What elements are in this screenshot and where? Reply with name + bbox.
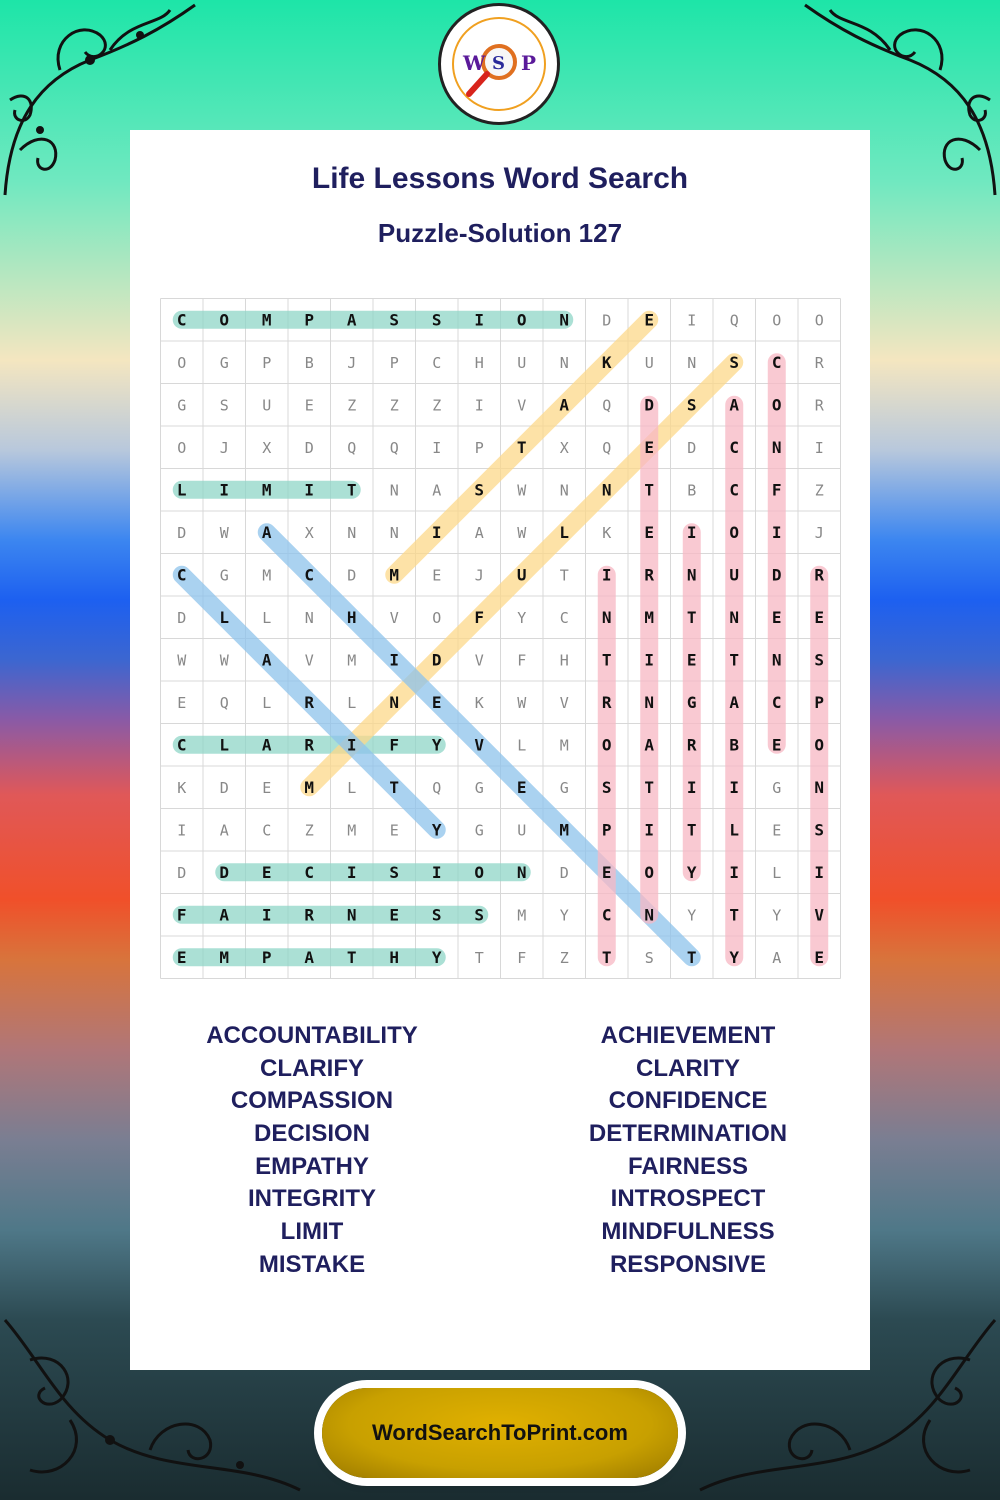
grid-letter: J (347, 353, 357, 372)
grid-letter: M (644, 607, 655, 627)
grid-letter: M (261, 480, 272, 500)
grid-letter: K (474, 693, 484, 712)
word-list-item: MISTAKE (258, 1250, 366, 1278)
grid-letter: X (559, 438, 569, 457)
grid-letter: I (686, 777, 697, 797)
grid-letter: G (686, 692, 697, 712)
word-list-left (122, 1020, 502, 1282)
grid-letter: U (644, 353, 654, 372)
grid-letter: Z (347, 396, 357, 415)
grid-letter: O (177, 438, 187, 457)
grid-letter: P (262, 353, 272, 372)
grid-letter: C (262, 821, 272, 840)
grid-letter: A (559, 395, 570, 415)
grid-letter: E (772, 821, 782, 840)
grid-letter: E (389, 821, 399, 840)
grid-letter: A (432, 481, 442, 500)
grid-letter: I (432, 438, 442, 457)
grid-letter: F (517, 651, 527, 670)
grid-letter: O (432, 608, 442, 627)
grid-letter: N (814, 777, 825, 797)
grid-letter: V (814, 905, 825, 925)
grid-letter: C (176, 310, 187, 330)
word-list-item: RESPONSIVE (609, 1250, 767, 1278)
grid-letter: D (219, 862, 230, 882)
grid-letter: Q (602, 396, 612, 415)
grid-letter: O (644, 862, 655, 882)
grid-letter: D (219, 778, 229, 797)
grid-letter: P (389, 353, 399, 372)
page-title: Life Lessons Word Search (311, 162, 689, 195)
grid-letter: V (559, 693, 569, 712)
grid-letter: E (431, 692, 442, 712)
grid-letter: D (602, 311, 612, 330)
grid-letter: S (389, 862, 400, 882)
grid-letter: O (474, 862, 485, 882)
grid-letter: N (559, 481, 569, 500)
grid-letter: G (474, 778, 484, 797)
grid-letter: I (644, 650, 655, 670)
grid-letter: E (389, 905, 400, 925)
grid-letter: E (814, 947, 825, 967)
grid-letter: F (176, 905, 187, 925)
grid-letter: C (559, 608, 569, 627)
grid-letter: T (346, 947, 357, 967)
grid-letter: Q (389, 438, 399, 457)
grid-letter: F (474, 607, 485, 627)
grid-letter: O (516, 310, 527, 330)
grid-letter: N (389, 481, 399, 500)
grid-letter: Y (772, 906, 782, 925)
grid-letter: I (686, 522, 697, 542)
grid-letter: I (729, 862, 740, 882)
grid-letter: T (601, 947, 612, 967)
grid-letter: S (814, 820, 825, 840)
grid-letter: E (304, 396, 314, 415)
grid-letter: C (729, 480, 740, 500)
grid-letter: D (431, 650, 442, 670)
grid-letter: T (729, 650, 740, 670)
grid-letter: V (389, 608, 399, 627)
grid-letter: W (517, 523, 527, 542)
grid-letter: G (474, 821, 484, 840)
grid-letter: J (474, 566, 484, 585)
grid-letter: O (729, 522, 740, 542)
grid-letter: W (517, 481, 527, 500)
grid-letter: N (389, 692, 400, 712)
grid-letter: E (644, 522, 655, 542)
website-link-button[interactable] (322, 1388, 678, 1478)
grid-letter: A (261, 522, 272, 542)
word-list-item: CLARIFY (260, 1054, 364, 1082)
grid-letter: R (304, 905, 315, 925)
grid-letter: Q (347, 438, 357, 457)
grid-letter: S (814, 650, 825, 670)
grid-letter: H (559, 651, 569, 670)
grid-letter: T (686, 947, 697, 967)
grid-letter: I (431, 522, 442, 542)
logo-letter-p: P (521, 51, 537, 75)
grid-letter: S (474, 480, 485, 500)
grid-letter: O (219, 310, 230, 330)
grid-letter: Q (729, 311, 739, 330)
grid-letter: D (771, 565, 782, 585)
grid-letter: D (559, 863, 569, 882)
grid-letter: L (176, 480, 187, 500)
grid-letter: C (176, 565, 187, 585)
grid-letter: I (771, 522, 782, 542)
word-list-item: CLARITY (636, 1054, 740, 1082)
grid-letter: R (814, 396, 824, 415)
word-list-item: DETERMINATION (588, 1120, 788, 1148)
word-list-item: COMPASSION (230, 1087, 394, 1115)
grid-letter: I (177, 821, 187, 840)
grid-letter: N (601, 607, 612, 627)
grid-letter: C (601, 905, 612, 925)
grid-letter: Y (559, 906, 569, 925)
grid-letter: V (474, 651, 484, 670)
grid-letter: A (219, 905, 230, 925)
grid-letter: Z (389, 396, 399, 415)
grid-letter: A (772, 948, 782, 967)
logo-letter-w: W (463, 51, 486, 75)
grid-letter: U (516, 565, 527, 585)
grid-letter: N (687, 353, 697, 372)
grid-letter: V (517, 396, 527, 415)
grid-letter: I (304, 480, 315, 500)
word-list-item: EMPATHY (255, 1152, 369, 1180)
grid-letter: M (347, 651, 357, 670)
grid-letter: R (304, 735, 315, 755)
grid-letter: Z (432, 396, 442, 415)
word-list-item: CONFIDENCE (608, 1087, 768, 1115)
grid-letter: M (262, 566, 272, 585)
grid-letter: Y (431, 820, 442, 840)
grid-letter: E (432, 566, 442, 585)
grid-letter: C (771, 692, 782, 712)
grid-letter: D (347, 566, 357, 585)
grid-letter: U (517, 353, 527, 372)
grid-letter: P (814, 692, 825, 712)
grid-letter: T (389, 777, 400, 797)
grid-letter: I (346, 735, 357, 755)
grid-letter: P (474, 438, 484, 457)
grid-letter: W (177, 651, 187, 670)
grid-letter: I (346, 862, 357, 882)
grid-letter: D (177, 608, 187, 627)
grid-letter: R (644, 565, 655, 585)
grid-letter: S (686, 395, 697, 415)
grid-letter: A (729, 395, 740, 415)
grid-letter: O (177, 353, 187, 372)
grid-letter: E (686, 650, 697, 670)
grid-letter: P (261, 947, 272, 967)
grid-letter: E (261, 862, 272, 882)
grid-letter: A (729, 692, 740, 712)
grid-letter: N (346, 905, 357, 925)
grid-letter: N (644, 692, 655, 712)
grid-letter: A (346, 310, 357, 330)
grid-letter: X (304, 523, 314, 542)
grid-letter: U (517, 821, 527, 840)
grid-letter: T (686, 607, 697, 627)
grid-letter: O (601, 735, 612, 755)
grid-letter: I (814, 862, 825, 882)
grid-letter: O (772, 311, 782, 330)
grid-letter: G (772, 778, 782, 797)
word-list-item: INTROSPECT (610, 1185, 766, 1213)
grid-letter: E (601, 862, 612, 882)
grid-letter: M (517, 906, 527, 925)
grid-letter: M (559, 820, 570, 840)
grid-letter: Q (219, 693, 229, 712)
grid-letter: S (601, 777, 612, 797)
grid-letter: P (304, 310, 315, 330)
grid-letter: P (601, 820, 612, 840)
grid-letter: Y (431, 735, 442, 755)
grid-letter: H (474, 353, 484, 372)
grid-letter: S (219, 396, 229, 415)
word-list-item: FAIRNESS (627, 1152, 749, 1180)
grid-letter: L (347, 693, 357, 712)
grid-letter: Y (687, 906, 697, 925)
grid-letter: A (261, 735, 272, 755)
grid-letter: S (644, 948, 654, 967)
grid-letter: N (347, 523, 357, 542)
grid-letter: V (304, 651, 314, 670)
grid-letter: L (729, 820, 740, 840)
grid-letter: W (219, 523, 229, 542)
grid-letter: T (686, 820, 697, 840)
grid-letter: N (644, 905, 655, 925)
grid-letter: L (262, 608, 272, 627)
grid-letter: F (517, 948, 527, 967)
grid-letter: N (686, 565, 697, 585)
grid-letter: L (559, 522, 570, 542)
grid-letter: C (304, 862, 315, 882)
grid-letter: T (474, 948, 484, 967)
grid-letter: R (601, 692, 612, 712)
grid-letter: L (219, 607, 230, 627)
grid-letter: L (347, 778, 357, 797)
grid-letter: Z (559, 948, 569, 967)
grid-letter: Z (304, 821, 314, 840)
grid-letter: I (389, 650, 400, 670)
grid-letter: G (219, 353, 229, 372)
grid-letter: I (474, 396, 484, 415)
grid-letter: L (262, 693, 272, 712)
grid-letter: D (177, 523, 187, 542)
grid-letter: J (219, 438, 229, 457)
grid-letter: M (559, 736, 569, 755)
grid-letter: I (261, 905, 272, 925)
grid-letter: N (304, 608, 314, 627)
grid-letter: N (601, 480, 612, 500)
grid-letter: S (389, 310, 400, 330)
grid-letter: C (771, 352, 782, 372)
grid-letter: S (729, 352, 740, 372)
grid-letter: I (729, 777, 740, 797)
grid-letter: C (432, 353, 442, 372)
grid-letter: R (814, 353, 824, 372)
grid-letter: Q (602, 438, 612, 457)
page-subtitle: Puzzle-Solution 127 (377, 218, 623, 248)
grid-letter: R (814, 565, 825, 585)
grid-letter: D (177, 863, 187, 882)
grid-letter: U (262, 396, 272, 415)
grid-letter: I (474, 310, 485, 330)
grid-letter: G (559, 778, 569, 797)
grid-letter: K (177, 778, 187, 797)
grid-letter: I (814, 438, 824, 457)
grid-letter: Y (729, 947, 740, 967)
word-list-item: LIMIT (280, 1218, 344, 1246)
grid-letter: E (644, 310, 655, 330)
grid-letter: N (559, 310, 570, 330)
grid-letter: L (219, 735, 230, 755)
grid-letter: E (177, 693, 187, 712)
grid-letter: E (516, 777, 527, 797)
grid-letter: N (559, 353, 569, 372)
grid-letter: U (729, 565, 740, 585)
grid-letter: B (687, 481, 697, 500)
grid-letter: A (474, 523, 484, 542)
grid-letter: O (771, 395, 782, 415)
grid-letter: K (602, 523, 612, 542)
word-list-right (498, 1020, 878, 1282)
grid-letter: O (814, 735, 825, 755)
grid-letter: M (261, 310, 272, 330)
grid-letter: L (772, 863, 782, 882)
website-link-label: WordSearchToPrint.com (372, 1420, 628, 1445)
grid-letter: E (644, 437, 655, 457)
logo-letter-s: S (492, 53, 505, 74)
grid-letter: Y (686, 862, 697, 882)
grid-letter: T (346, 480, 357, 500)
grid-letter: D (644, 395, 655, 415)
grid-letter: O (814, 311, 824, 330)
grid-letter: N (771, 650, 782, 670)
grid-letter: V (474, 735, 485, 755)
word-list-item: ACCOUNTABILITY (206, 1022, 418, 1049)
grid-letter: G (219, 566, 229, 585)
grid-letter: T (729, 905, 740, 925)
grid-letter: B (729, 735, 740, 755)
grid-letter: I (644, 820, 655, 840)
grid-letter: L (517, 736, 527, 755)
grid-letter: W (517, 693, 527, 712)
grid-letter: N (389, 523, 399, 542)
grid-letter: C (176, 735, 187, 755)
grid-letter: I (601, 565, 612, 585)
grid-letter: D (304, 438, 314, 457)
grid-letter: A (304, 947, 315, 967)
grid-letter: Q (432, 778, 442, 797)
grid-letter: N (516, 862, 527, 882)
grid-letter: E (262, 778, 272, 797)
grid-letter: B (304, 353, 314, 372)
grid-letter: I (431, 862, 442, 882)
grid-letter: D (687, 438, 697, 457)
grid-letter: Z (814, 481, 824, 500)
wsp-logo (438, 3, 560, 125)
grid-letter: T (559, 566, 569, 585)
grid-letter: T (601, 650, 612, 670)
grid-letter: R (686, 735, 697, 755)
grid-letter: E (176, 947, 187, 967)
grid-letter: Y (431, 947, 442, 967)
grid-letter: X (262, 438, 272, 457)
grid-letter: J (814, 523, 824, 542)
grid-letter: E (771, 735, 782, 755)
grid-letter: R (304, 692, 315, 712)
grid-letter: H (389, 947, 400, 967)
grid-letter: A (644, 735, 655, 755)
grid-letter: Y (517, 608, 527, 627)
grid-letter: M (304, 777, 315, 797)
grid-letter: H (346, 607, 357, 627)
grid-letter: T (644, 777, 655, 797)
grid-letter: N (729, 607, 740, 627)
grid-letter: M (347, 821, 357, 840)
grid-letter: E (771, 607, 782, 627)
grid-letter: C (304, 565, 315, 585)
grid-letter: I (687, 311, 697, 330)
grid-letter: G (177, 396, 187, 415)
grid-letter: F (771, 480, 782, 500)
grid-letter: E (814, 607, 825, 627)
grid-letter: A (261, 650, 272, 670)
word-list-item: DECISION (253, 1120, 370, 1148)
grid-letter: W (219, 651, 229, 670)
grid-letter: S (474, 905, 485, 925)
word-search-grid (160, 298, 841, 979)
grid-letter: S (431, 310, 442, 330)
grid-letter: T (644, 480, 655, 500)
word-list-item: ACHIEVEMENT (600, 1022, 776, 1049)
grid-letter: N (771, 437, 782, 457)
grid-letter: F (389, 735, 400, 755)
grid-letter: M (219, 947, 230, 967)
word-list-item: MINDFULNESS (601, 1218, 775, 1246)
grid-letter: A (219, 821, 229, 840)
grid-letter: T (516, 437, 527, 457)
grid-letter: S (431, 905, 442, 925)
grid-letter: K (601, 352, 612, 372)
grid-letter: M (389, 565, 400, 585)
grid-letter: C (729, 437, 740, 457)
word-list-item: INTEGRITY (247, 1185, 376, 1213)
grid-letter: I (219, 480, 230, 500)
